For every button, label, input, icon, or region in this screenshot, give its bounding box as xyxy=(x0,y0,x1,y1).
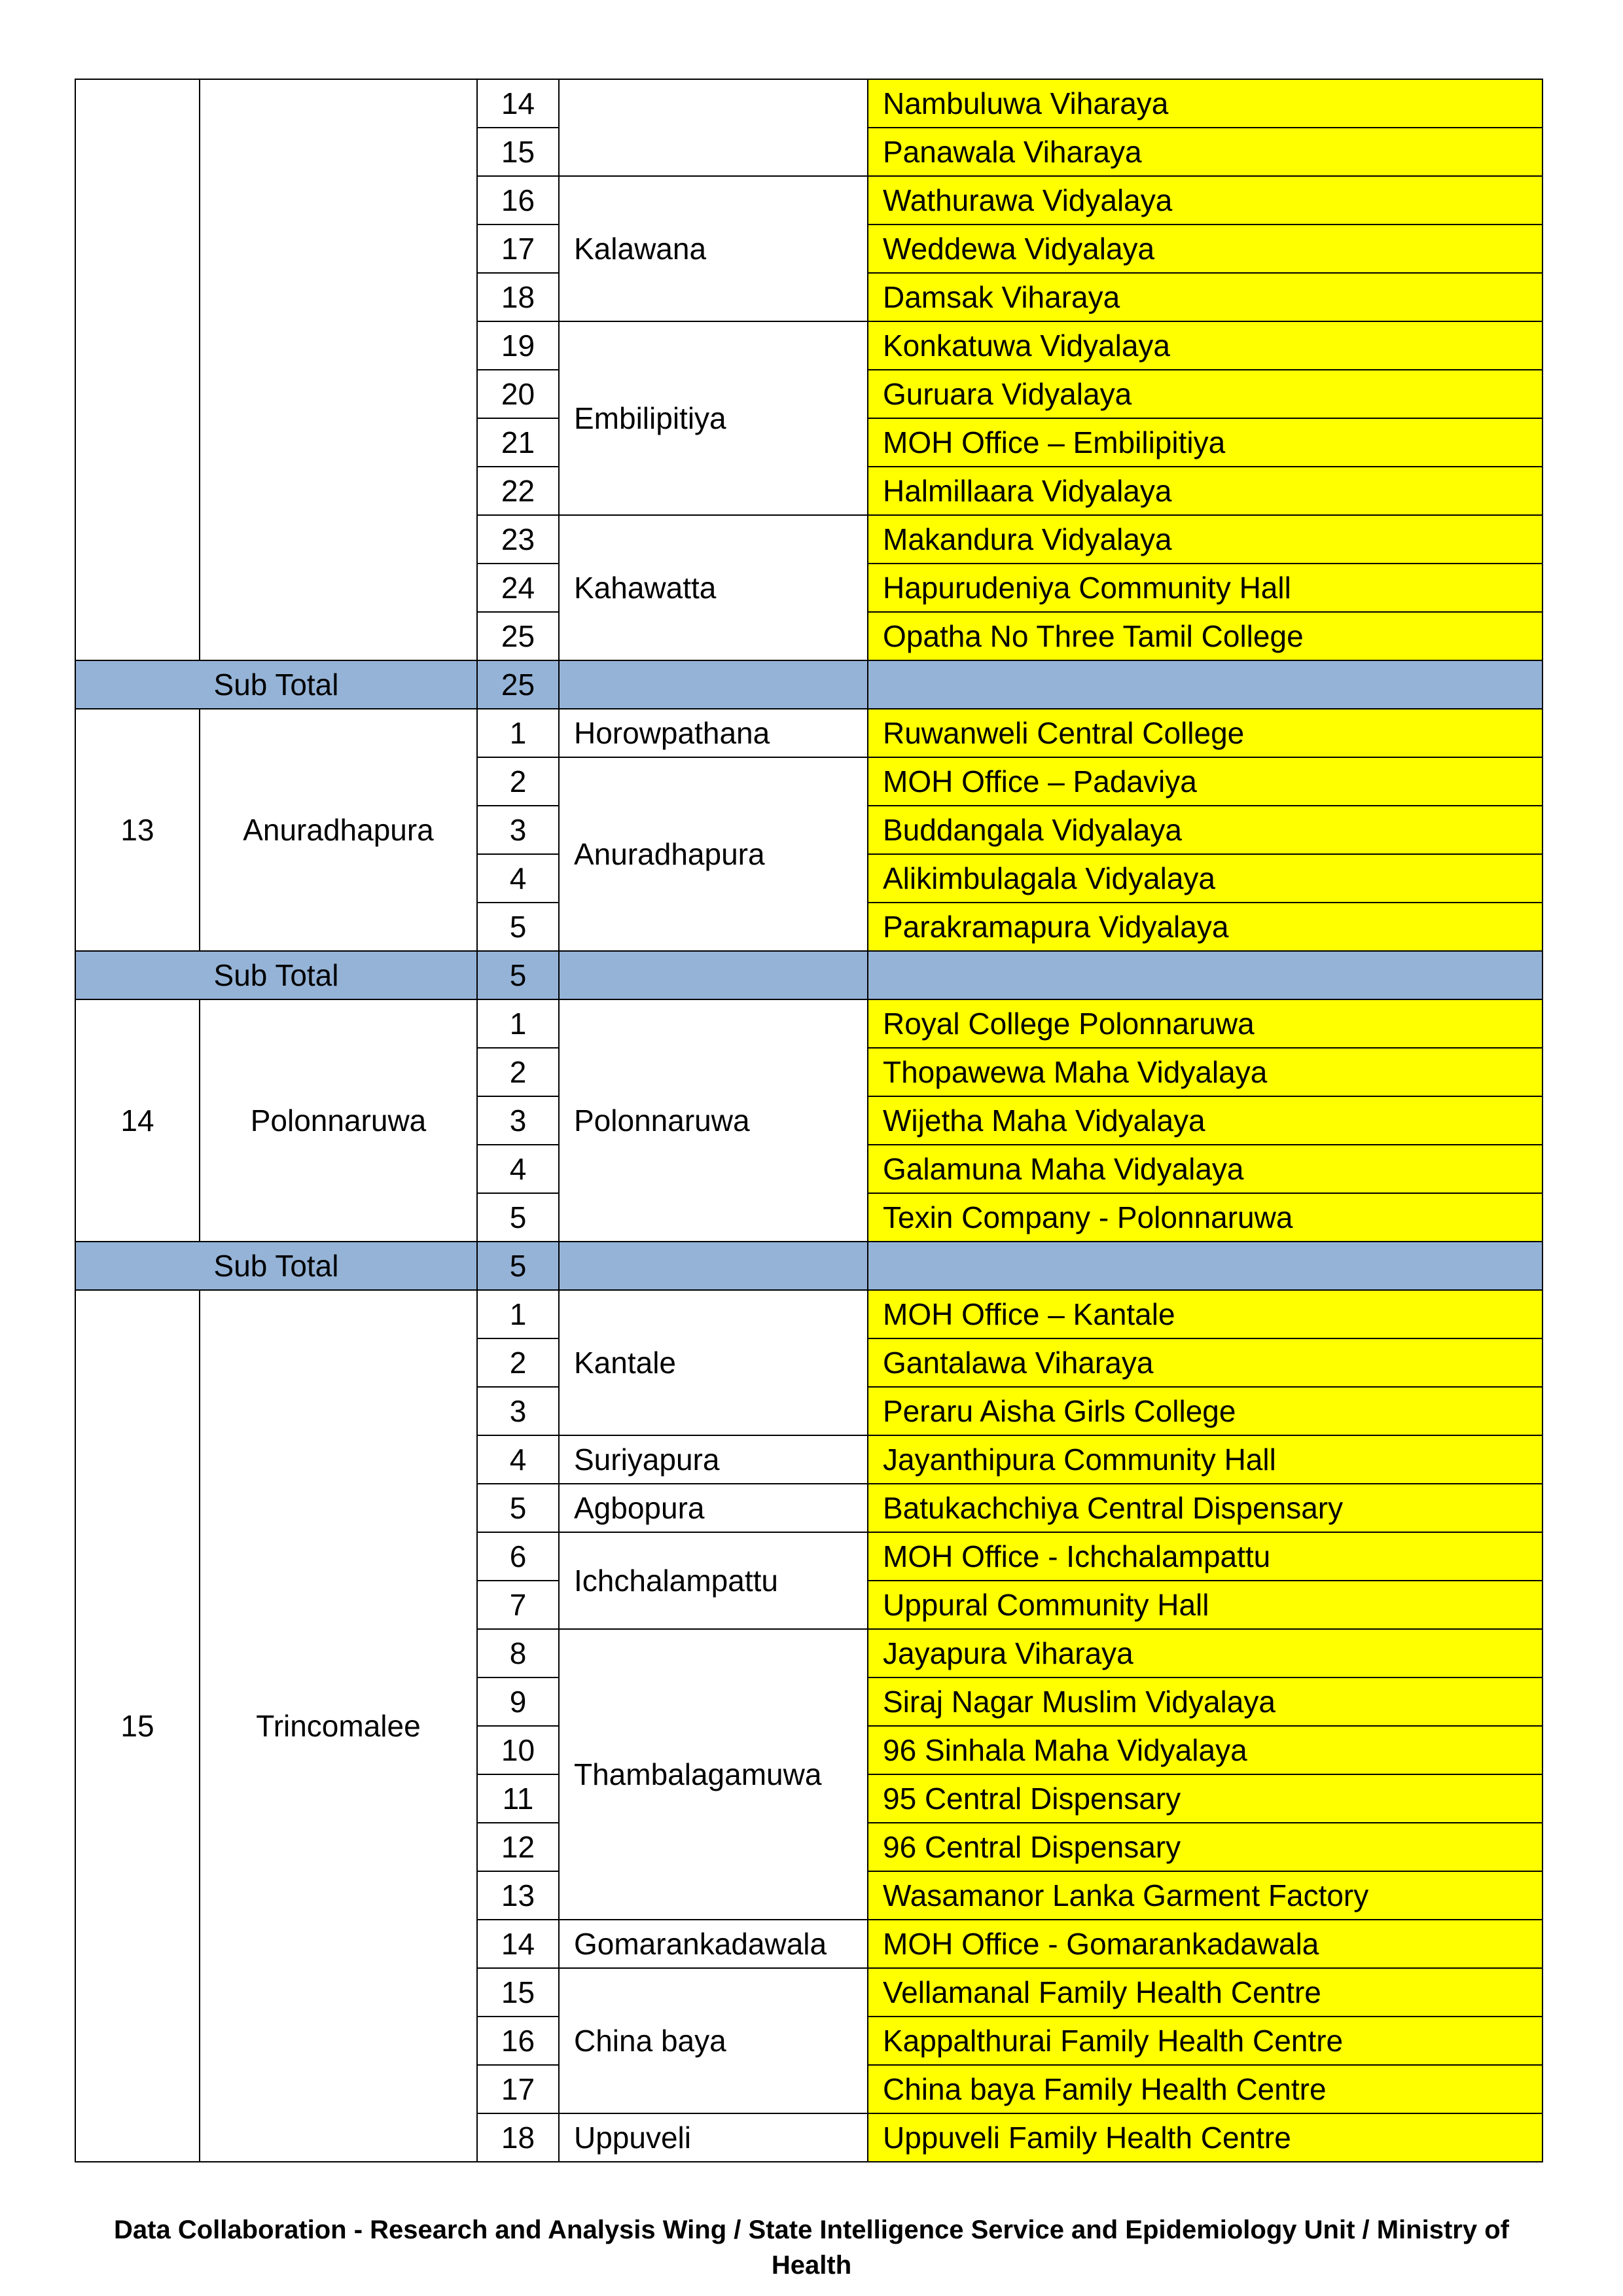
subtotal-row xyxy=(75,1242,1543,1290)
site-number: 12 xyxy=(477,1823,559,1871)
site-number: 3 xyxy=(477,1096,559,1145)
site-name: Nambuluwa Viharaya xyxy=(868,79,1543,128)
site-name: Opatha No Three Tamil College xyxy=(868,612,1543,660)
subtotal-label: Sub Total xyxy=(75,951,477,999)
site-number: 8 xyxy=(477,1629,559,1677)
site-name: Kappalthurai Family Health Centre xyxy=(868,2017,1543,2065)
subtotal-empty-cell xyxy=(868,951,1543,999)
site-number: 1 xyxy=(477,709,559,757)
district-name: Trincomalee xyxy=(200,1290,477,2162)
site-name: Halmillaara Vidyalaya xyxy=(868,467,1543,515)
site-number: 6 xyxy=(477,1532,559,1581)
site-number: 1 xyxy=(477,999,559,1048)
site-number: 5 xyxy=(477,903,559,951)
site-name: Royal College Polonnaruwa xyxy=(868,999,1543,1048)
site-number: 2 xyxy=(477,1048,559,1096)
site-number: 2 xyxy=(477,1338,559,1387)
site-name: Peraru Aisha Girls College xyxy=(868,1387,1543,1435)
subtotal-empty-cell xyxy=(559,951,868,999)
site-number: 24 xyxy=(477,564,559,612)
site-name: Wathurawa Vidyalaya xyxy=(868,176,1543,224)
footer-line: Data Collaboration - Research and Analysis Wing / State Intelligence Service and Epidemiology Unit / Ministry of xyxy=(114,2215,1509,2244)
site-number: 15 xyxy=(477,1968,559,2017)
site-number: 16 xyxy=(477,2017,559,2065)
site-name: Texin Company - Polonnaruwa xyxy=(868,1193,1543,1242)
moh-area xyxy=(559,79,868,176)
site-number: 5 xyxy=(477,1193,559,1242)
table-row xyxy=(75,999,1543,1048)
district-number: 15 xyxy=(75,1290,200,2162)
footer-line: Health xyxy=(771,2251,852,2280)
subtotal-label: Sub Total xyxy=(75,1242,477,1290)
site-name: MOH Office – Kantale xyxy=(868,1290,1543,1338)
moh-area: Uppuveli xyxy=(559,2113,868,2162)
site-number: 11 xyxy=(477,1774,559,1823)
district-number: 13 xyxy=(75,709,200,951)
site-number: 22 xyxy=(477,467,559,515)
site-name: Wijetha Maha Vidyalaya xyxy=(868,1096,1543,1145)
moh-area: Kalawana xyxy=(559,176,868,321)
site-name: Damsak Viharaya xyxy=(868,273,1543,321)
subtotal-empty-cell xyxy=(559,660,868,709)
moh-area: Horowpathana xyxy=(559,709,868,757)
site-number: 17 xyxy=(477,2065,559,2113)
site-name: Jayanthipura Community Hall xyxy=(868,1435,1543,1484)
site-name: Panawala Viharaya xyxy=(868,128,1543,176)
subtotal-label: Sub Total xyxy=(75,660,477,709)
site-number: 7 xyxy=(477,1581,559,1629)
subtotal-row xyxy=(75,660,1543,709)
site-name: MOH Office - Gomarankadawala xyxy=(868,1920,1543,1968)
site-number: 21 xyxy=(477,418,559,467)
site-name: Buddangala Vidyalaya xyxy=(868,806,1543,854)
site-number: 10 xyxy=(477,1726,559,1774)
subtotal-empty-cell xyxy=(868,660,1543,709)
site-name: Makandura Vidyalaya xyxy=(868,515,1543,564)
moh-area: Agbopura xyxy=(559,1484,868,1532)
site-name: Uppuveli Family Health Centre xyxy=(868,2113,1543,2162)
site-name: Hapurudeniya Community Hall xyxy=(868,564,1543,612)
site-name: Siraj Nagar Muslim Vidyalaya xyxy=(868,1677,1543,1726)
district-name xyxy=(200,79,477,660)
moh-area: Polonnaruwa xyxy=(559,999,868,1242)
site-name: MOH Office - Ichchalampattu xyxy=(868,1532,1543,1581)
site-name: MOH Office – Padaviya xyxy=(868,757,1543,806)
site-number: 14 xyxy=(477,1920,559,1968)
table-row xyxy=(75,709,1543,757)
site-name: Gantalawa Viharaya xyxy=(868,1338,1543,1387)
site-number: 4 xyxy=(477,1435,559,1484)
site-name: Parakramapura Vidyalaya xyxy=(868,903,1543,951)
site-name: 95 Central Dispensary xyxy=(868,1774,1543,1823)
site-name: Ruwanweli Central College xyxy=(868,709,1543,757)
table-row xyxy=(75,1290,1543,1338)
site-number: 13 xyxy=(477,1871,559,1920)
site-name: Weddewa Vidyalaya xyxy=(868,224,1543,273)
site-number: 23 xyxy=(477,515,559,564)
site-name: 96 Sinhala Maha Vidyalaya xyxy=(868,1726,1543,1774)
subtotal-value: 5 xyxy=(477,1242,559,1290)
district-number: 14 xyxy=(75,999,200,1242)
district-number xyxy=(75,79,200,660)
site-name: MOH Office – Embilipitiya xyxy=(868,418,1543,467)
site-name: Batukachchiya Central Dispensary xyxy=(868,1484,1543,1532)
site-number: 4 xyxy=(477,854,559,903)
moh-area: China baya xyxy=(559,1968,868,2113)
table-row xyxy=(75,79,1543,128)
site-name: Guruara Vidyalaya xyxy=(868,370,1543,418)
site-name: Thopawewa Maha Vidyalaya xyxy=(868,1048,1543,1096)
site-name: Alikimbulagala Vidyalaya xyxy=(868,854,1543,903)
district-name: Anuradhapura xyxy=(200,709,477,951)
site-name: Wasamanor Lanka Garment Factory xyxy=(868,1871,1543,1920)
subtotal-empty-cell xyxy=(868,1242,1543,1290)
footer-credit xyxy=(0,2212,1623,2283)
site-name: Vellamanal Family Health Centre xyxy=(868,1968,1543,2017)
moh-area: Kahawatta xyxy=(559,515,868,660)
site-name: Jayapura Viharaya xyxy=(868,1629,1543,1677)
moh-area: Gomarankadawala xyxy=(559,1920,868,1968)
site-number: 4 xyxy=(477,1145,559,1193)
vaccination-centres-table xyxy=(75,79,1543,2162)
moh-area: Embilipitiya xyxy=(559,321,868,515)
site-number: 15 xyxy=(477,128,559,176)
site-number: 3 xyxy=(477,1387,559,1435)
site-number: 5 xyxy=(477,1484,559,1532)
site-number: 19 xyxy=(477,321,559,370)
site-number: 9 xyxy=(477,1677,559,1726)
district-name: Polonnaruwa xyxy=(200,999,477,1242)
site-name: Uppural Community Hall xyxy=(868,1581,1543,1629)
site-name: China baya Family Health Centre xyxy=(868,2065,1543,2113)
site-number: 16 xyxy=(477,176,559,224)
site-number: 2 xyxy=(477,757,559,806)
site-name: Konkatuwa Vidyalaya xyxy=(868,321,1543,370)
site-number: 18 xyxy=(477,273,559,321)
site-name: 96 Central Dispensary xyxy=(868,1823,1543,1871)
site-number: 25 xyxy=(477,612,559,660)
site-number: 1 xyxy=(477,1290,559,1338)
moh-area: Thambalagamuwa xyxy=(559,1629,868,1920)
moh-area: Ichchalampattu xyxy=(559,1532,868,1629)
site-name: Galamuna Maha Vidyalaya xyxy=(868,1145,1543,1193)
site-number: 3 xyxy=(477,806,559,854)
moh-area: Kantale xyxy=(559,1290,868,1435)
subtotal-value: 5 xyxy=(477,951,559,999)
moh-area: Suriyapura xyxy=(559,1435,868,1484)
moh-area: Anuradhapura xyxy=(559,757,868,951)
site-number: 20 xyxy=(477,370,559,418)
site-number: 18 xyxy=(477,2113,559,2162)
site-number: 14 xyxy=(477,79,559,128)
subtotal-empty-cell xyxy=(559,1242,868,1290)
site-number: 17 xyxy=(477,224,559,273)
subtotal-value: 25 xyxy=(477,660,559,709)
subtotal-row xyxy=(75,951,1543,999)
